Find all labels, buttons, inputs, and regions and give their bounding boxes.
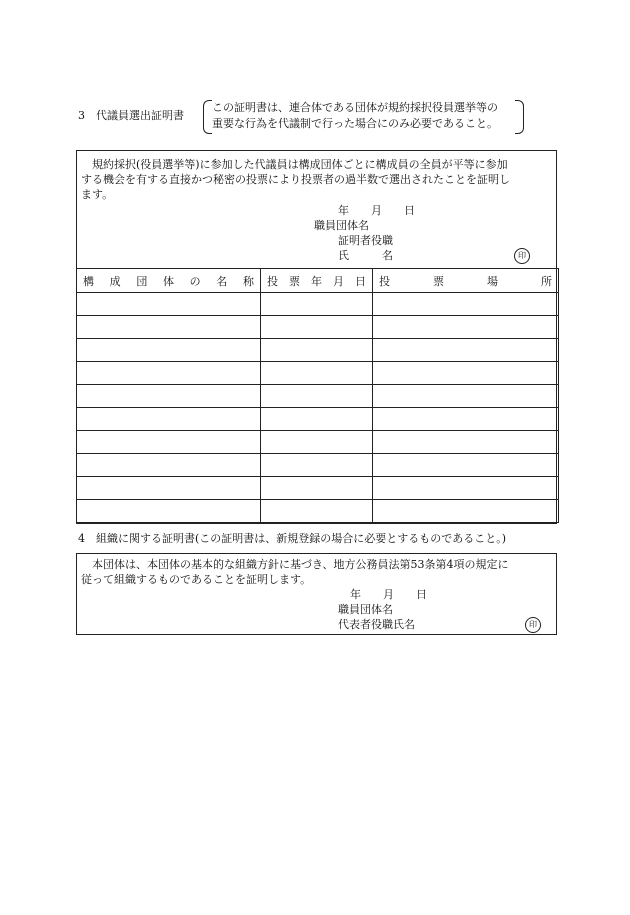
- table-row: [77, 408, 559, 431]
- column-header-char: 票: [433, 274, 444, 288]
- blank-cell: [373, 431, 559, 454]
- column-header-char: 年: [311, 274, 322, 288]
- blank-cell: [261, 477, 373, 500]
- table-row: [77, 385, 559, 408]
- column-header-char: 成: [109, 274, 121, 288]
- blank-cell: [77, 408, 261, 431]
- blank-cell: [261, 293, 373, 316]
- column-header-char: 称: [242, 274, 254, 288]
- blank-cell: [77, 500, 261, 523]
- blank-cell: [261, 316, 373, 339]
- note-open-bracket: [203, 100, 212, 134]
- section3-certifier-title: 証明者役職: [338, 234, 393, 247]
- blank-cell: [373, 385, 559, 408]
- section3-note-line1: この証明書は、連合体である団体が規約採択役員選挙等の: [212, 101, 498, 114]
- blank-cell: [373, 454, 559, 477]
- blank-cell: [77, 477, 261, 500]
- column-header-char: 体: [162, 274, 174, 288]
- blank-cell: [373, 477, 559, 500]
- column-header-char: 投: [379, 274, 390, 288]
- section4-org-label: 職員団体名: [338, 603, 393, 616]
- section4-rep-label: 代表者役職氏名: [338, 618, 415, 631]
- note-close-bracket: [515, 100, 524, 134]
- blank-cell: [261, 408, 373, 431]
- blank-cell: [77, 431, 261, 454]
- section3-body-line1: 規約採択(役員選挙等)に参加した代議員は構成団体ごとに構成員の全員が平等に参加: [81, 158, 508, 171]
- blank-cell: [77, 385, 261, 408]
- section3-body-line2: する機会を有する直接かつ秘密の投票により投票者の過半数で選出されたことを証明し: [81, 173, 510, 186]
- blank-cell: [261, 431, 373, 454]
- table-row: [77, 500, 559, 523]
- column-header-char: 票: [289, 274, 300, 288]
- column-header-char: 名: [216, 274, 228, 288]
- table-row: [77, 362, 559, 385]
- blank-cell: [261, 500, 373, 523]
- blank-cell: [77, 454, 261, 477]
- blank-cell: [261, 454, 373, 477]
- column-header-vote-place: [373, 269, 559, 293]
- blank-cell: [373, 362, 559, 385]
- column-header-char: の: [189, 274, 201, 288]
- column-header-char: 月: [333, 274, 344, 288]
- section3-body-line3: ます。: [81, 188, 114, 201]
- table-row: [77, 339, 559, 362]
- seal-mark-icon: 印: [525, 617, 541, 633]
- column-header-char: 所: [541, 274, 552, 288]
- table-row: [77, 477, 559, 500]
- delegate-table: [76, 268, 559, 523]
- blank-cell: [373, 293, 559, 316]
- section3-name-label: 氏 名: [338, 249, 393, 262]
- table-row: [77, 454, 559, 477]
- column-header-char: 日: [355, 274, 366, 288]
- column-header-char: 投: [267, 274, 278, 288]
- table-row: [77, 431, 559, 454]
- blank-cell: [77, 316, 261, 339]
- blank-cell: [77, 362, 261, 385]
- blank-cell: [77, 293, 261, 316]
- section3-certificate-box: [76, 150, 557, 524]
- blank-cell: [373, 316, 559, 339]
- blank-cell: [261, 362, 373, 385]
- table-header-row: [77, 269, 559, 293]
- column-header-char: 構: [83, 274, 94, 288]
- blank-cell: [77, 339, 261, 362]
- blank-cell: [261, 339, 373, 362]
- blank-cell: [373, 408, 559, 431]
- section3-org-label: 職員団体名: [314, 219, 369, 232]
- section4-date: 年 月 日: [350, 588, 427, 601]
- column-header-char: 場: [487, 274, 498, 288]
- column-header-char: 団: [136, 274, 148, 288]
- section4-certificate-box: [76, 553, 557, 635]
- blank-cell: [373, 339, 559, 362]
- table-row: [77, 293, 559, 316]
- seal-mark-icon: 印: [514, 248, 530, 264]
- section3-date: 年 月 日: [338, 204, 415, 217]
- section4-body-line2: 従って組織するものであることを証明します。: [81, 573, 312, 586]
- blank-cell: [261, 385, 373, 408]
- section4-body-line1: 本団体は、本団体の基本的な組織方針に基づき、地方公務員法第53条第4項の規定に: [81, 558, 509, 571]
- table-row: [77, 316, 559, 339]
- column-header-vote-date: [261, 269, 373, 293]
- section4-heading: 4 組織に関する証明書(この証明書は、新規登録の場合に必要とするものであること。): [78, 532, 507, 545]
- column-header-member-org: [77, 269, 261, 293]
- blank-cell: [373, 500, 559, 523]
- section3-note-line2: 重要な行為を代議制で行った場合にのみ必要であること。: [212, 117, 498, 130]
- section3-heading: 3 代議員選出証明書: [78, 109, 184, 122]
